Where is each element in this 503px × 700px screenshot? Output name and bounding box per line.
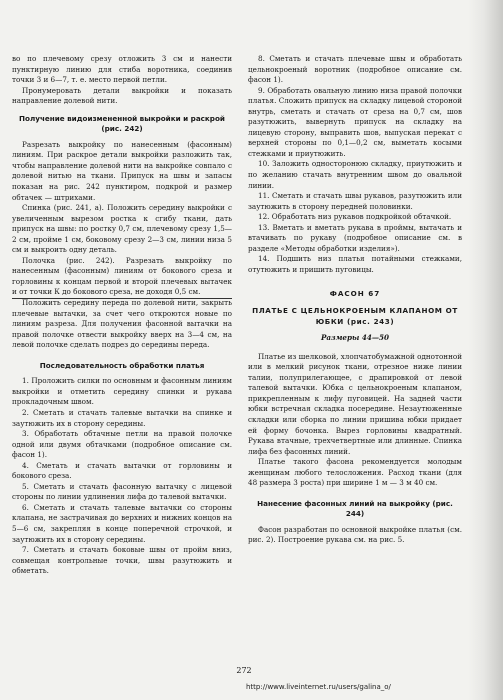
paragraph: Фасон разработан по основной выкройке платья (см. рис. 2). Построение рукава см. на рис. 5.	[248, 524, 462, 545]
step-item: 12. Обработать низ рукавов подкройкой обтачкой.	[258, 212, 452, 222]
section-heading: Получение видоизмененной выкройки и раскрой (рис. 242)	[19, 113, 225, 134]
left-column	[12, 54, 232, 577]
step-item: 13. Вметать и вметать рукава в проймы, вытачать и втачивать по рукаву (подробное описание см. в разделе «Методы обработки изделия»).	[248, 222, 462, 253]
paragraph: Положить середину переда по долевой нити, закрыть плечевые вытачки, за счет чего откроются новые по линиям разреза. Для получения фасонной вытачки на правой полочке отвести выкройку вверх на 3—4 см, на левой полочке сделать подрез до середины переда.	[12, 298, 232, 350]
section-heading: Нанесение фасонных линий на выкройку (рис. 244)	[257, 498, 453, 519]
step-item: 4. Сметать и стачать вытачки от горловины и бокового среза.	[12, 460, 232, 481]
paragraph: Разрезать выкройку по нанесенным (фасонным) линиям. При раскрое детали выкройки разложить так, чтобы направление долевой нити на выкройке совпало с долевой нитью на ткани. Припуск на швы и запасы показан на рис. 242 пунктиром, подкрой и размер обтачек — штрихами.	[12, 139, 232, 202]
paragraph: Платье из шелковой, хлопчатобумажной однотонной или в мелкий рисунок ткани, отрезное ниже линии талии, полуприлегающее, с драпировкой от левой талевой вытачки. Юбка с цельнокроеным клапаном, прикрепленным к лифу пуговицей. На задней части юбки встречная складка посередине. Незаутюженные складки или сборка по линии пришива юбки придает ей форму бочонка. Вырез горловины квадратный. Рукава втачные, трехчетвертные или длинные. Спинка лифа без фасонных линий.	[248, 351, 462, 456]
step-item: 1. Проложить силки по основным и фасонным линиям выкройки и отметить середину спинки и рукава прокладочным швом.	[12, 376, 232, 407]
step-item: 9. Обработать овальную линию низа правой полочки платья. Сложить припуск на складку лицевой стороной внутрь, сметать и стачать от среза на 0,7 см, шов разутюжить, вывернуть припуск на складку на лицевую сторону, выправить шов, выпуская перекат с верхней стороны по 0,1—0,2 см, выметать косыми стежками и приутюжить.	[248, 85, 462, 158]
step-item: 7. Сметать и стачать боковые швы от пройм вниз, совмещая контрольные точки, швы разутюжить и обметать.	[12, 545, 232, 576]
paragraph: во по плечевому срезу отложить 3 см и нанести пунктирную линию для стиба воротника, соединив точки 3 и 6—7, т. е. место первой петли.	[12, 54, 232, 85]
page-edge-shadow	[468, 0, 503, 700]
step-item: 14. Подшить низ платья потайными стежками, отутюжить и пришить пуговицы.	[248, 254, 462, 274]
step-item: 2. Сметать и стачать талевые вытачки на спинке и заутюжить их в сторону середины.	[12, 407, 232, 428]
paragraph: Спинка (рис. 241, а). Положить середину выкройки с увеличенным вырезом ростка к сгибу ткани, дать припуск на швы: по ростку 0,7 см, плечевому срезу 1,5—2 см, пройме 1 см, боковому срезу 2—3 см, линии низа 5 см и выкроить одну деталь.	[12, 203, 232, 255]
step-item: 3. Обработать обтачные петли на правой полочке одной или двумя обтачками (подробное описание см. фасон 1).	[12, 429, 232, 460]
right-column	[248, 54, 462, 546]
step-item: 6. Сметать и стачать талевые вытачки со стороны клапана, не застрачивая до верхних и нижних концов на 5—6 см, закрепляя в конце поперечной строчкой, и заутюжить их в сторону середины.	[12, 502, 232, 544]
paragraph: Полочка (рис. 242). Разрезать выкройку по нанесенным (фасонным) линиям от бокового среза и горловины к концам первой и второй плечевых вытачек и от точки К до бокового среза, не доходя 0,5 см.	[12, 255, 232, 297]
step-item: 10. Заложить односторонюю складку, приутюжить и по желанию стачать внутренним швом до овальной линии.	[248, 159, 462, 190]
fason-heading: ФАСОН 67	[329, 289, 381, 299]
step-item: 11. Сметать и стачать швы рукавов, разутюжить или заутюжить в сторону передней половинки.	[248, 191, 462, 211]
footer-url[interactable]: http://www.liveinternet.ru/users/galina_o/	[246, 683, 391, 691]
page-number: 272	[236, 666, 252, 675]
fason-title: ПЛАТЬЕ С ЦЕЛЬНОКРОЕНЫМ КЛАПАНОМ ОТ ЮБКИ (рис. 243)	[252, 306, 458, 326]
paragraph: Пронумеровать детали выкройки и показать направление долевой нити.	[12, 85, 232, 106]
step-item: 8. Сметать и стачать плечевые швы и обработать цельнокроеный воротник (подробное описание см. фасон 1).	[248, 54, 462, 85]
section-heading: Последовательность обработки платья	[39, 360, 205, 370]
sizes-line: Размеры 44—50	[320, 333, 390, 343]
step-item: 5. Сметать и стачать фасонную вытачку с лицевой стороны по линии удлинения лифа до талевой вытачки.	[12, 481, 232, 502]
section-divider	[12, 298, 232, 299]
paragraph: Платье такого фасона рекомендуется молодым женщинам любого телосложения. Расход ткани (для 48 размера 3 роста) при ширине 1 м — 3 м 40 см.	[248, 457, 462, 488]
